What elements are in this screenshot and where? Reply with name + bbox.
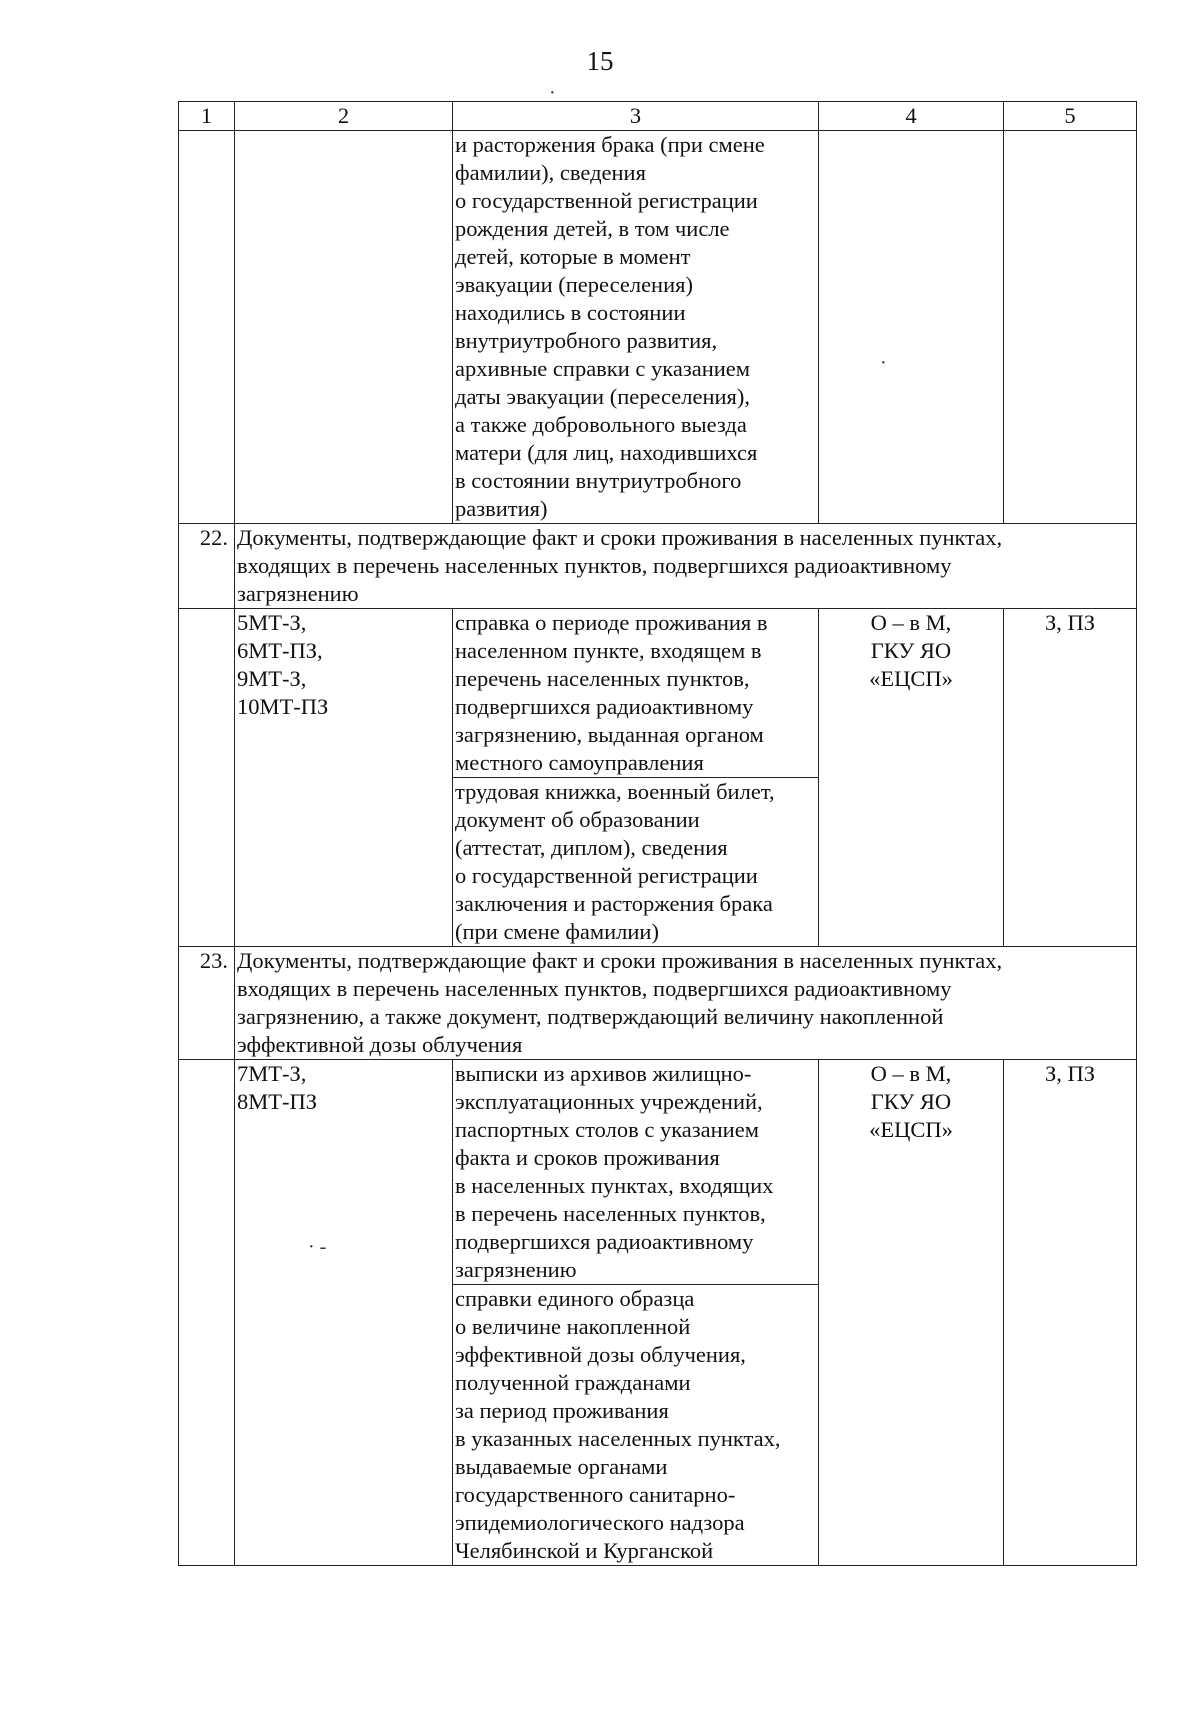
page-number: 15	[586, 46, 614, 76]
section-23-number: 23.	[179, 947, 235, 1060]
continuation-col-4	[819, 131, 1004, 524]
continuation-row	[179, 131, 1137, 524]
section-23-title: Документы, подтверждающие факт и сроки проживания в населенных пунктах, входящих в перечень населенных пунктов, подвергшихся радиоактивному загрязнению, а также документ, подтверждающий величину накопленной эффективной дозы облучения	[235, 947, 1137, 1060]
scan-mark-left: · -	[308, 1236, 327, 1258]
section-23-codes: 7МТ-З, 8МТ-ПЗ	[235, 1060, 453, 1566]
continuation-col-5	[1004, 131, 1137, 524]
header-col-3: 3	[453, 102, 819, 131]
scan-dot-top: ·	[549, 82, 556, 104]
section-23-document-1: выписки из архивов жилищно- эксплуатационных учреждений, паспортных столов с указанием факта и сроков проживания в населенных пунктах, входящих в перечень населенных пунктов, подвергшихся радиоактивному загрязнению	[453, 1060, 819, 1285]
section-23-title-row	[179, 947, 1137, 1060]
continuation-col-1	[179, 131, 235, 524]
section-22-number: 22.	[179, 524, 235, 609]
section-22-row-1	[179, 609, 1137, 778]
document-table	[178, 101, 1137, 1566]
section-22-number-spacer	[179, 609, 235, 947]
section-22-document-1: справка о периоде проживания в населенном пункте, входящем в перечень населенных пунктов, подвергшихся радиоактивному загрязнению, выданная органом местного самоуправления	[453, 609, 819, 778]
section-23-type: З, ПЗ	[1004, 1060, 1137, 1566]
continuation-col-2	[235, 131, 453, 524]
section-22-title-row	[179, 524, 1137, 609]
section-23-source: О – в М, ГКУ ЯО «ЕЦСП»	[819, 1060, 1004, 1566]
table-header-row	[179, 102, 1137, 131]
continuation-documents: и расторжения брака (при смене фамилии), сведения о государственной регистрации рождения детей, в том числе детей, которые в момент эвакуации (переселения) находились в состоянии внутриутробного развития, архивные справки с указанием даты эвакуации (переселения), а также добровольного выезда матери (для лиц, находившихся в состоянии внутриутробного развития)	[453, 131, 819, 524]
section-22-source: О – в М, ГКУ ЯО «ЕЦСП»	[819, 609, 1004, 947]
scan-dot-middle: ·	[880, 352, 887, 374]
header-col-2: 2	[235, 102, 453, 131]
header-col-5: 5	[1004, 102, 1137, 131]
section-22-codes: 5МТ-З, 6МТ-ПЗ, 9МТ-З, 10МТ-ПЗ	[235, 609, 453, 947]
section-22-document-2: трудовая книжка, военный билет, документ об образовании (аттестат, диплом), сведения о государственной регистрации заключения и расторжения брака (при смене фамилии)	[453, 778, 819, 947]
section-23-number-spacer	[179, 1060, 235, 1566]
header-col-1: 1	[179, 102, 235, 131]
header-col-4: 4	[819, 102, 1004, 131]
document-table-wrapper	[178, 101, 1137, 1566]
section-23-document-2: справки единого образца о величине накопленной эффективной дозы облучения, полученной гражданами за период проживания в указанных населенных пунктах, выдаваемые органами государственного санитарно- эпидемиологического надзора Челябинской и Курганской	[453, 1285, 819, 1566]
section-22-type: З, ПЗ	[1004, 609, 1137, 947]
section-22-title: Документы, подтверждающие факт и сроки проживания в населенных пунктах, входящих в перечень населенных пунктов, подвергшихся радиоактивному загрязнению	[235, 524, 1137, 609]
